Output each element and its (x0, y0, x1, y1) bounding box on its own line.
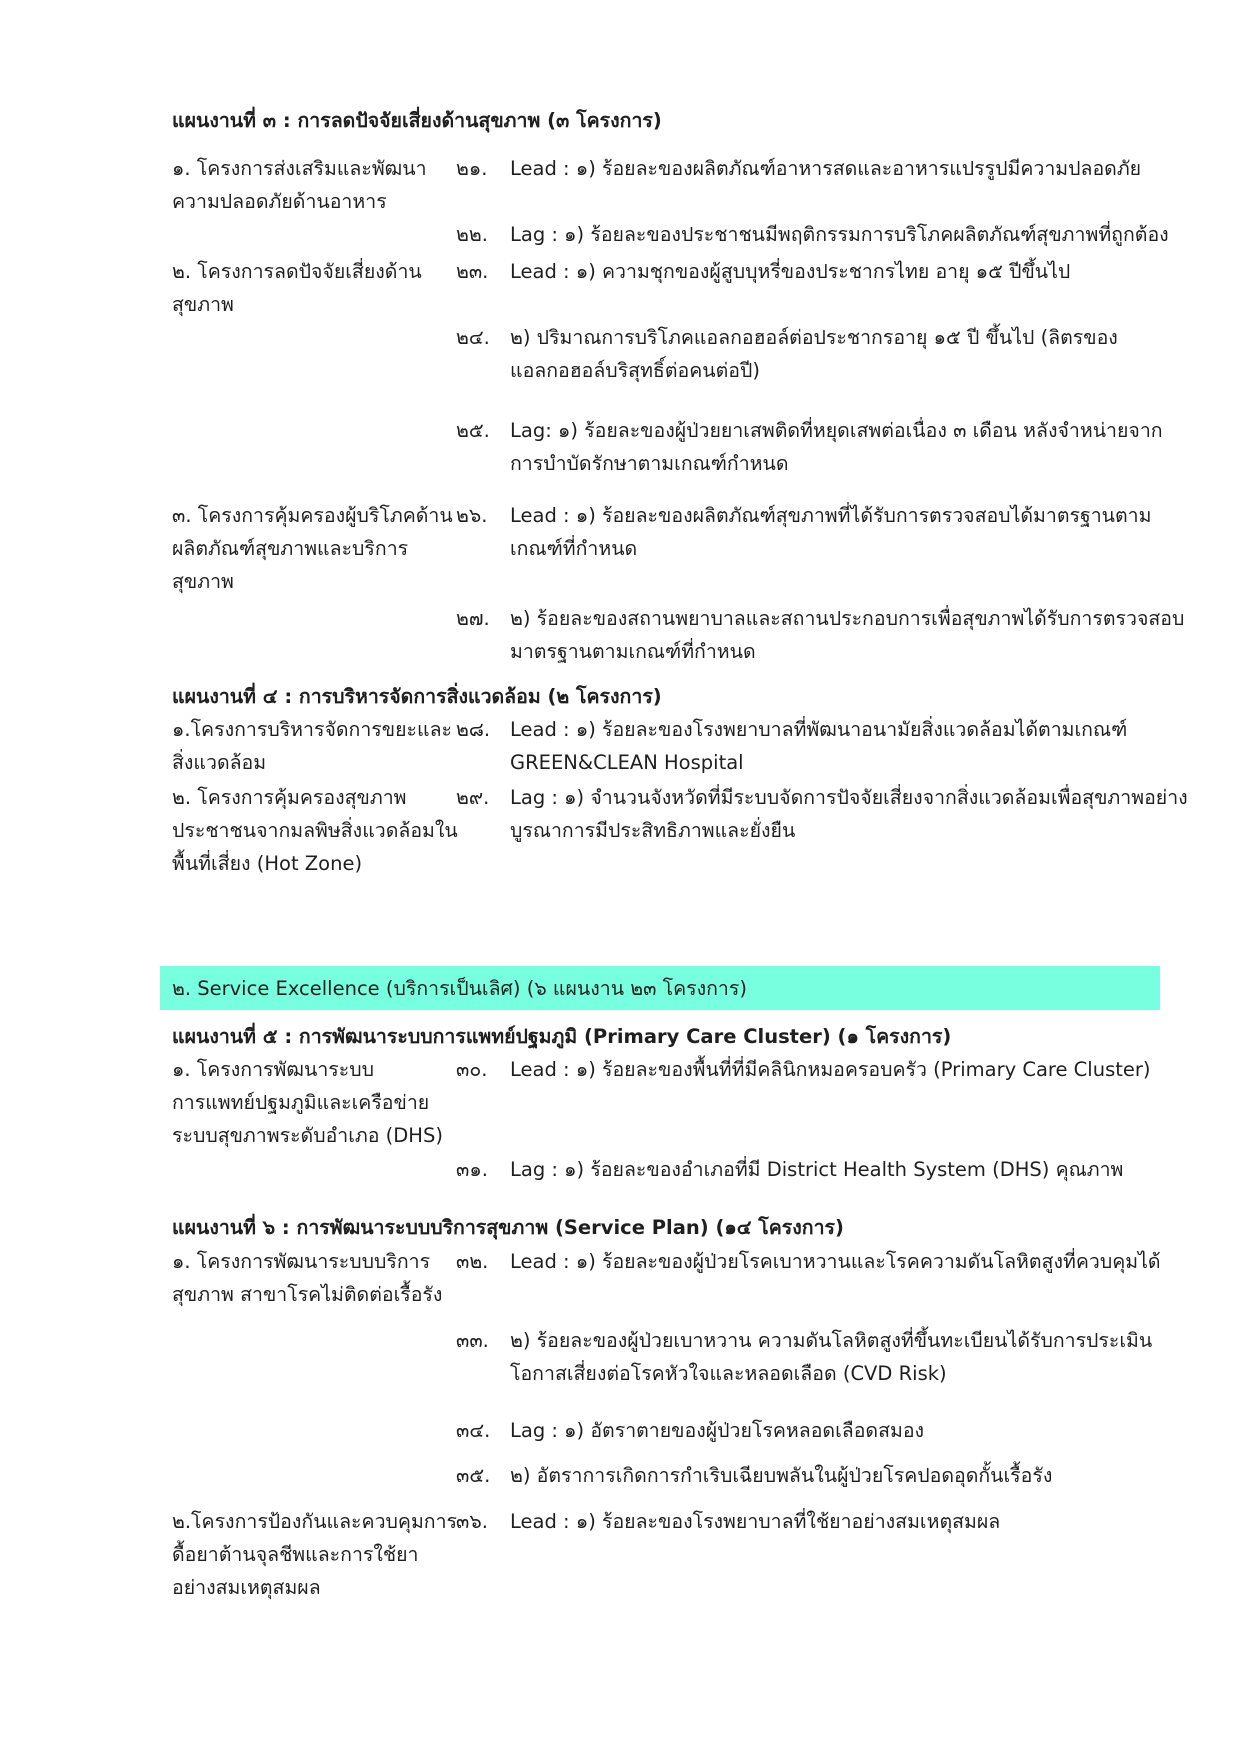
indicator-25-text-line-2: การบำบัดรักษาตามเกณฑ์กำหนด (510, 452, 789, 475)
indicator-34-text: Lag : ๑) อัตราตายของผู้ป่วยโรคหลอดเลือดสมอง (510, 1419, 925, 1442)
plan-6-project-2-line-2: ดื้อยาต้านจุลชีพและการใช้ยา (172, 1543, 419, 1566)
indicator-31-text: Lag : ๑) ร้อยละของอำเภอที่มี District Health System (DHS) คุณภาพ (510, 1158, 1124, 1181)
indicator-21-number: ๒๑. (456, 157, 488, 180)
indicator-26-text-line-1: Lead : ๑) ร้อยละของผลิตภัณฑ์สุขภาพที่ได้รับการตรวจสอบได้มาตรฐานตาม (510, 504, 1152, 527)
indicator-25-number: ๒๕. (456, 419, 490, 442)
indicator-28-text-line-1: Lead : ๑) ร้อยละของโรงพยาบาลที่พัฒนาอนามัยสิ่งแวดล้อมได้ตามเกณฑ์ (510, 718, 1128, 741)
indicator-27-number: ๒๗. (456, 607, 490, 630)
plan-5-project-1-line-1: ๑. โครงการพัฒนาระบบ (172, 1058, 374, 1081)
indicator-24-number: ๒๔. (456, 326, 490, 349)
plan-3-project-3-line-2: ผลิตภัณฑ์สุขภาพและบริการ (172, 537, 409, 560)
indicator-36-number: ๓๖. (456, 1510, 488, 1533)
indicator-29-text-line-2: บูรณาการมีประสิทธิภาพและยั่งยืน (510, 819, 796, 842)
indicator-32-number: ๓๒. (456, 1250, 489, 1273)
indicator-30-number: ๓๐. (456, 1058, 488, 1081)
plan-5-header: แผนงานที่ ๕ : การพัฒนาระบบการแพทย์ปฐมภูมิ (Primary Care Cluster) (๑ โครงการ) (172, 1025, 952, 1048)
indicator-27-text-line-1: ๒) ร้อยละของสถานพยาบาลและสถานประกอบการเพื่อสุขภาพได้รับการตรวจสอบ (510, 607, 1185, 630)
plan-4-project-1-line-1: ๑.โครงการบริหารจัดการขยะและ (172, 718, 452, 741)
indicator-35-number: ๓๕. (456, 1464, 491, 1487)
plan-4-project-2-line-2: ประชาชนจากมลพิษสิ่งแวดล้อมใน (172, 819, 458, 842)
plan-3-header: แผนงานที่ ๓ : การลดปัจจัยเสี่ยงด้านสุขภาพ (๓ โครงการ) (172, 109, 662, 132)
plan-6-project-2-line-3: อย่างสมเหตุสมผล (172, 1576, 321, 1599)
indicator-22-number: ๒๒. (456, 223, 488, 246)
plan-6-project-2-line-1: ๒.โครงการป้องกันและควบคุมการ (172, 1510, 458, 1533)
plan-4-header: แผนงานที่ ๔ : การบริหารจัดการสิ่งแวดล้อม (๒ โครงการ) (172, 685, 662, 708)
section-2-title: ๒. Service Excellence (บริการเป็นเลิศ) (๖ แผนงาน ๒๓ โครงการ) (172, 977, 747, 1000)
indicator-33-number: ๓๓. (456, 1329, 489, 1352)
plan-3-project-3-line-1: ๓. โครงการคุ้มครองผู้บริโภคด้าน (172, 504, 453, 527)
indicator-26-number: ๒๖. (456, 504, 488, 527)
indicator-31-number: ๓๑. (456, 1158, 488, 1181)
plan-3-project-2-line-1: ๒. โครงการลดปัจจัยเสี่ยงด้าน (172, 260, 422, 283)
indicator-23-number: ๒๓. (456, 260, 489, 283)
plan-3-project-2-line-2: สุขภาพ (172, 293, 234, 316)
plan-5-project-1-line-2: การแพทย์ปฐมภูมิและเครือข่าย (172, 1091, 430, 1114)
plan-3-project-1-line-1: ๑. โครงการส่งเสริมและพัฒนา (172, 157, 427, 180)
indicator-28-text-line-2: GREEN&CLEAN Hospital (510, 751, 744, 774)
indicator-23-text: Lead : ๑) ความชุกของผู้สูบบุหรี่ของประชากรไทย อายุ ๑๕ ปีขึ้นไป (510, 260, 1071, 283)
plan-3-project-1-line-2: ความปลอดภัยด้านอาหาร (172, 190, 387, 213)
indicator-29-text-line-1: Lag : ๑) จำนวนจังหวัดที่มีระบบจัดการปัจจัยเสี่ยงจากสิ่งแวดล้อมเพื่อสุขภาพอย่าง (510, 786, 1188, 809)
indicator-24-text-line-2: แอลกอฮอล์บริสุทธิ์ต่อคนต่อปี) (510, 359, 760, 382)
plan-6-project-1-line-2: สุขภาพ สาขาโรคไม่ติดต่อเรื้อรัง (172, 1283, 443, 1306)
indicator-28-number: ๒๘. (456, 718, 491, 741)
indicator-32-text: Lead : ๑) ร้อยละของผู้ป่วยโรคเบาหวานและโรคความดันโลหิตสูงที่ควบคุมได้ (510, 1250, 1161, 1273)
indicator-30-text: Lead : ๑) ร้อยละของพื้นที่ที่มีคลินิกหมอครอบครัว (Primary Care Cluster) (510, 1058, 1151, 1081)
plan-6-header: แผนงานที่ ๖ : การพัฒนาระบบบริการสุขภาพ (Service Plan) (๑๔ โครงการ) (172, 1216, 844, 1239)
indicator-29-number: ๒๙. (456, 786, 490, 809)
plan-6-project-1-line-1: ๑. โครงการพัฒนาระบบบริการ (172, 1250, 431, 1273)
indicator-33-text-line-2: โอกาสเสี่ยงต่อโรคหัวใจและหลอดเลือด (CVD Risk) (510, 1362, 947, 1385)
indicator-33-text-line-1: ๒) ร้อยละของผู้ป่วยเบาหวาน ความดันโลหิตสูงที่ขึ้นทะเบียนได้รับการประเมิน (510, 1329, 1153, 1352)
indicator-21-text: Lead : ๑) ร้อยละของผลิตภัณฑ์อาหารสดและอาหารแปรรูปมีความปลอดภัย (510, 157, 1142, 180)
plan-5-project-1-line-3: ระบบสุขภาพระดับอำเภอ (DHS) (172, 1124, 443, 1147)
indicator-26-text-line-2: เกณฑ์ที่กำหนด (510, 537, 638, 560)
plan-4-project-1-line-2: สิ่งแวดล้อม (172, 751, 267, 774)
indicator-35-text: ๒) อัตราการเกิดการกำเริบเฉียบพลันในผู้ป่วยโรคปอดอุดกั้นเรื้อรัง (510, 1464, 1053, 1487)
indicator-36-text: Lead : ๑) ร้อยละของโรงพยาบาลที่ใช้ยาอย่างสมเหตุสมผล (510, 1510, 1001, 1533)
indicator-22-text: Lag : ๑) ร้อยละของประชาชนมีพฤติกรรมการบริโภคผลิตภัณฑ์สุขภาพที่ถูกต้อง (510, 223, 1169, 246)
plan-4-project-2-line-3: พื้นที่เสี่ยง (Hot Zone) (172, 852, 363, 875)
indicator-24-text-line-1: ๒) ปริมาณการบริโภคแอลกอฮอล์ต่อประชากรอายุ ๑๕ ปี ขึ้นไป (ลิตรของ (510, 326, 1118, 349)
plan-4-project-2-line-1: ๒. โครงการคุ้มครองสุขภาพ (172, 786, 407, 809)
indicator-27-text-line-2: มาตรฐานตามเกณฑ์ที่กำหนด (510, 640, 756, 663)
indicator-34-number: ๓๔. (456, 1419, 491, 1442)
plan-3-project-3-line-3: สุขภาพ (172, 570, 234, 593)
indicator-25-text-line-1: Lag: ๑) ร้อยละของผู้ป่วยยาเสพติดที่หยุดเสพต่อเนื่อง ๓ เดือน หลังจำหน่ายจาก (510, 419, 1163, 442)
